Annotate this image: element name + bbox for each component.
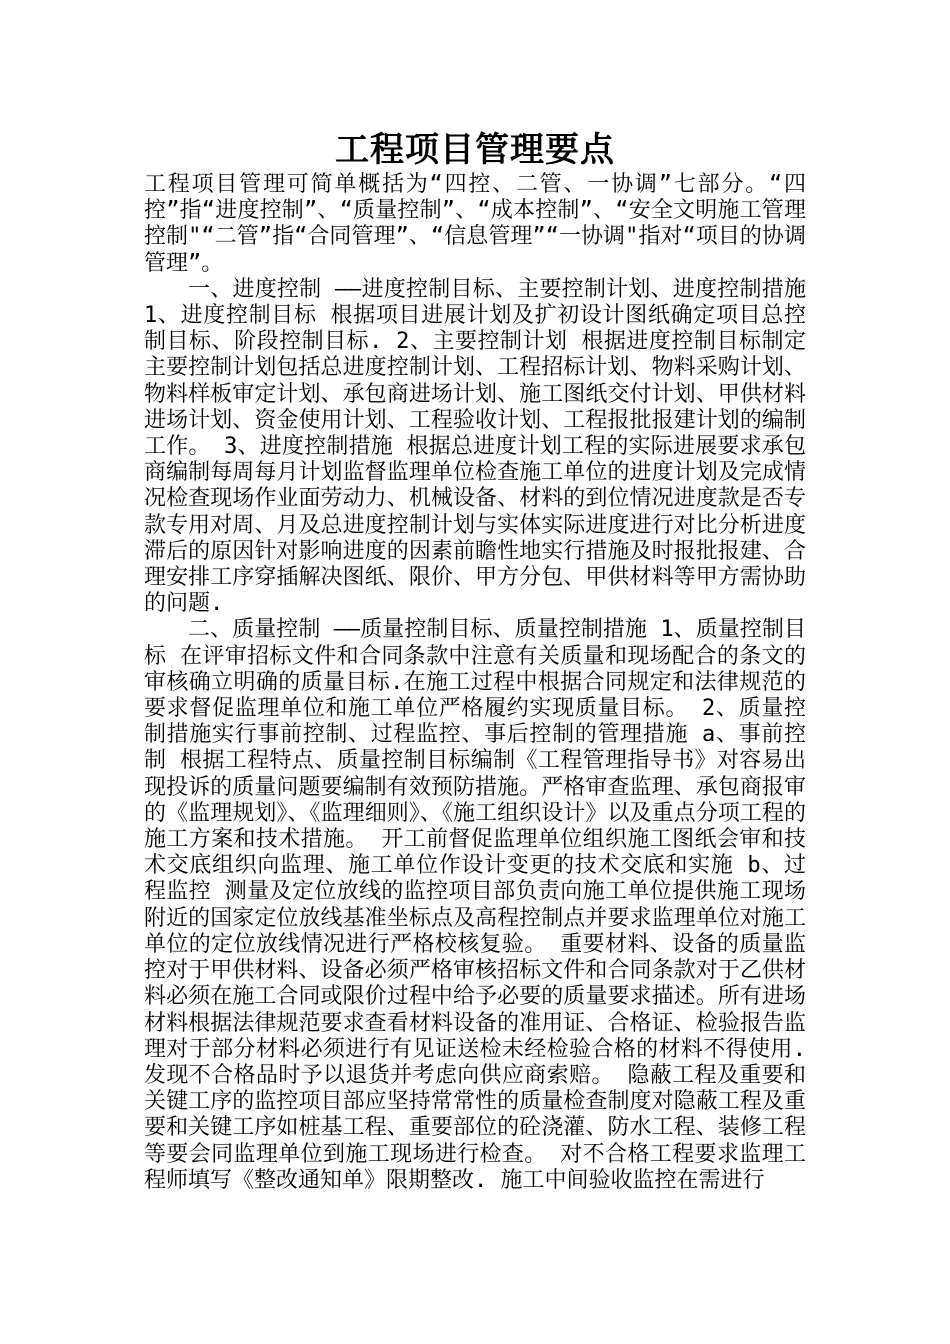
document-title: 工程项目管理要点 (335, 130, 615, 170)
quality-control-paragraph: 二、质量控制 ——质量控制目标、质量控制措施 1、质量控制目标 在评审招标文件和合同条款中注意有关质量和现场配合的条文的审核确立明确的质量目标.在施工过程中根据合同规定和法律规范的要求督促监理单位和施工单位严格履约实现质量目标。 2、质量控制措施实行事前控制、过程监控、事后控制的管理措施 a、事前控制 根据工程特点、质量控制目标编制《工程管理指导书》对容易出现投诉的质量问题要编制有效预防措施。严格审查监理、承包商报审的《监理规划》、《监理细则》、《施工组织设计》以及重点分项工程的施工方案和技术措施。 开工前督促监理单位组织施工图纸会审和技术交底组织向监理、施工单位作设计变更的技术交底和实施 b、过程监控 测量及定位放线的监控项目部负责向施工单位提供施工现场附近的国家定位放线基准坐标点及高程控制点并要求监理单位对施工单位的定位放线情况进行严格校核复验。 重要材料、设备的质量监控对于甲供材料、设备必须严格审核招标文件和合同条款对于乙供材料必须在施工合同或限价过程中给予必要的质量要求描述。所有进场材料根据法律规范要求查看材料设备的准用证、合格证、检验报告监理对于部分材料必须进行有见证送检未经检验合格的材料不得使用.发现不合格品时予以退货并考虑向供应商索赔。 隐蔽工程及重要和关键工序的监控项目部应坚持常常性的质量检查制度对隐蔽工程及重要和关键工序如桩基工程、重要部位的砼浇灌、防水工程、装修工程等要会同监理单位到施工现场进行检查。 对不合格工程要求监理工程师填写《整改通知单》限期整改. 施工中间验收监控在需进行 (144, 617, 806, 1193)
intro-paragraph: 工程项目管理可简单概括为“四控、二管、一协调”七部分。“四控”指“进度控制”、“质量控制”、“成本控制”、“安全文明施工管理控制"“二管”指“合同管理”、“信息管理”“一协调"指对“项目的协调管理”。 (144, 172, 806, 276)
document-body (144, 172, 806, 1194)
schedule-control-paragraph: 一、进度控制 ——进度控制目标、主要控制计划、进度控制措施 1、进度控制目标 根据项目进展计划及扩初设计图纸确定项目总控制目标、阶段控制目标. 2、主要控制计划 根据进度控制目标制定主要控制计划包括总进度控制计划、工程招标计划、物料采购计划、物料样板审定计划、承包商进场计划、施工图纸交付计划、甲供材料进场计划、资金使用计划、工程验收计划、工程报批报建计划的编制工作。 3、进度控制措施 根据总进度计划工程的实际进展要求承包商编制每周每月计划监督监理单位检查施工单位的进度计划及完成情况检查现场作业面劳动力、机械设备、材料的到位情况进度款是否专款专用对周、月及总进度控制计划与实体实际进度进行对比分析进度滞后的原因针对影响进度的因素前瞻性地实行措施及时报批报建、合理安排工序穿插解决图纸、限价、甲方分包、甲供材料等甲方需协助的问题. (144, 276, 806, 617)
